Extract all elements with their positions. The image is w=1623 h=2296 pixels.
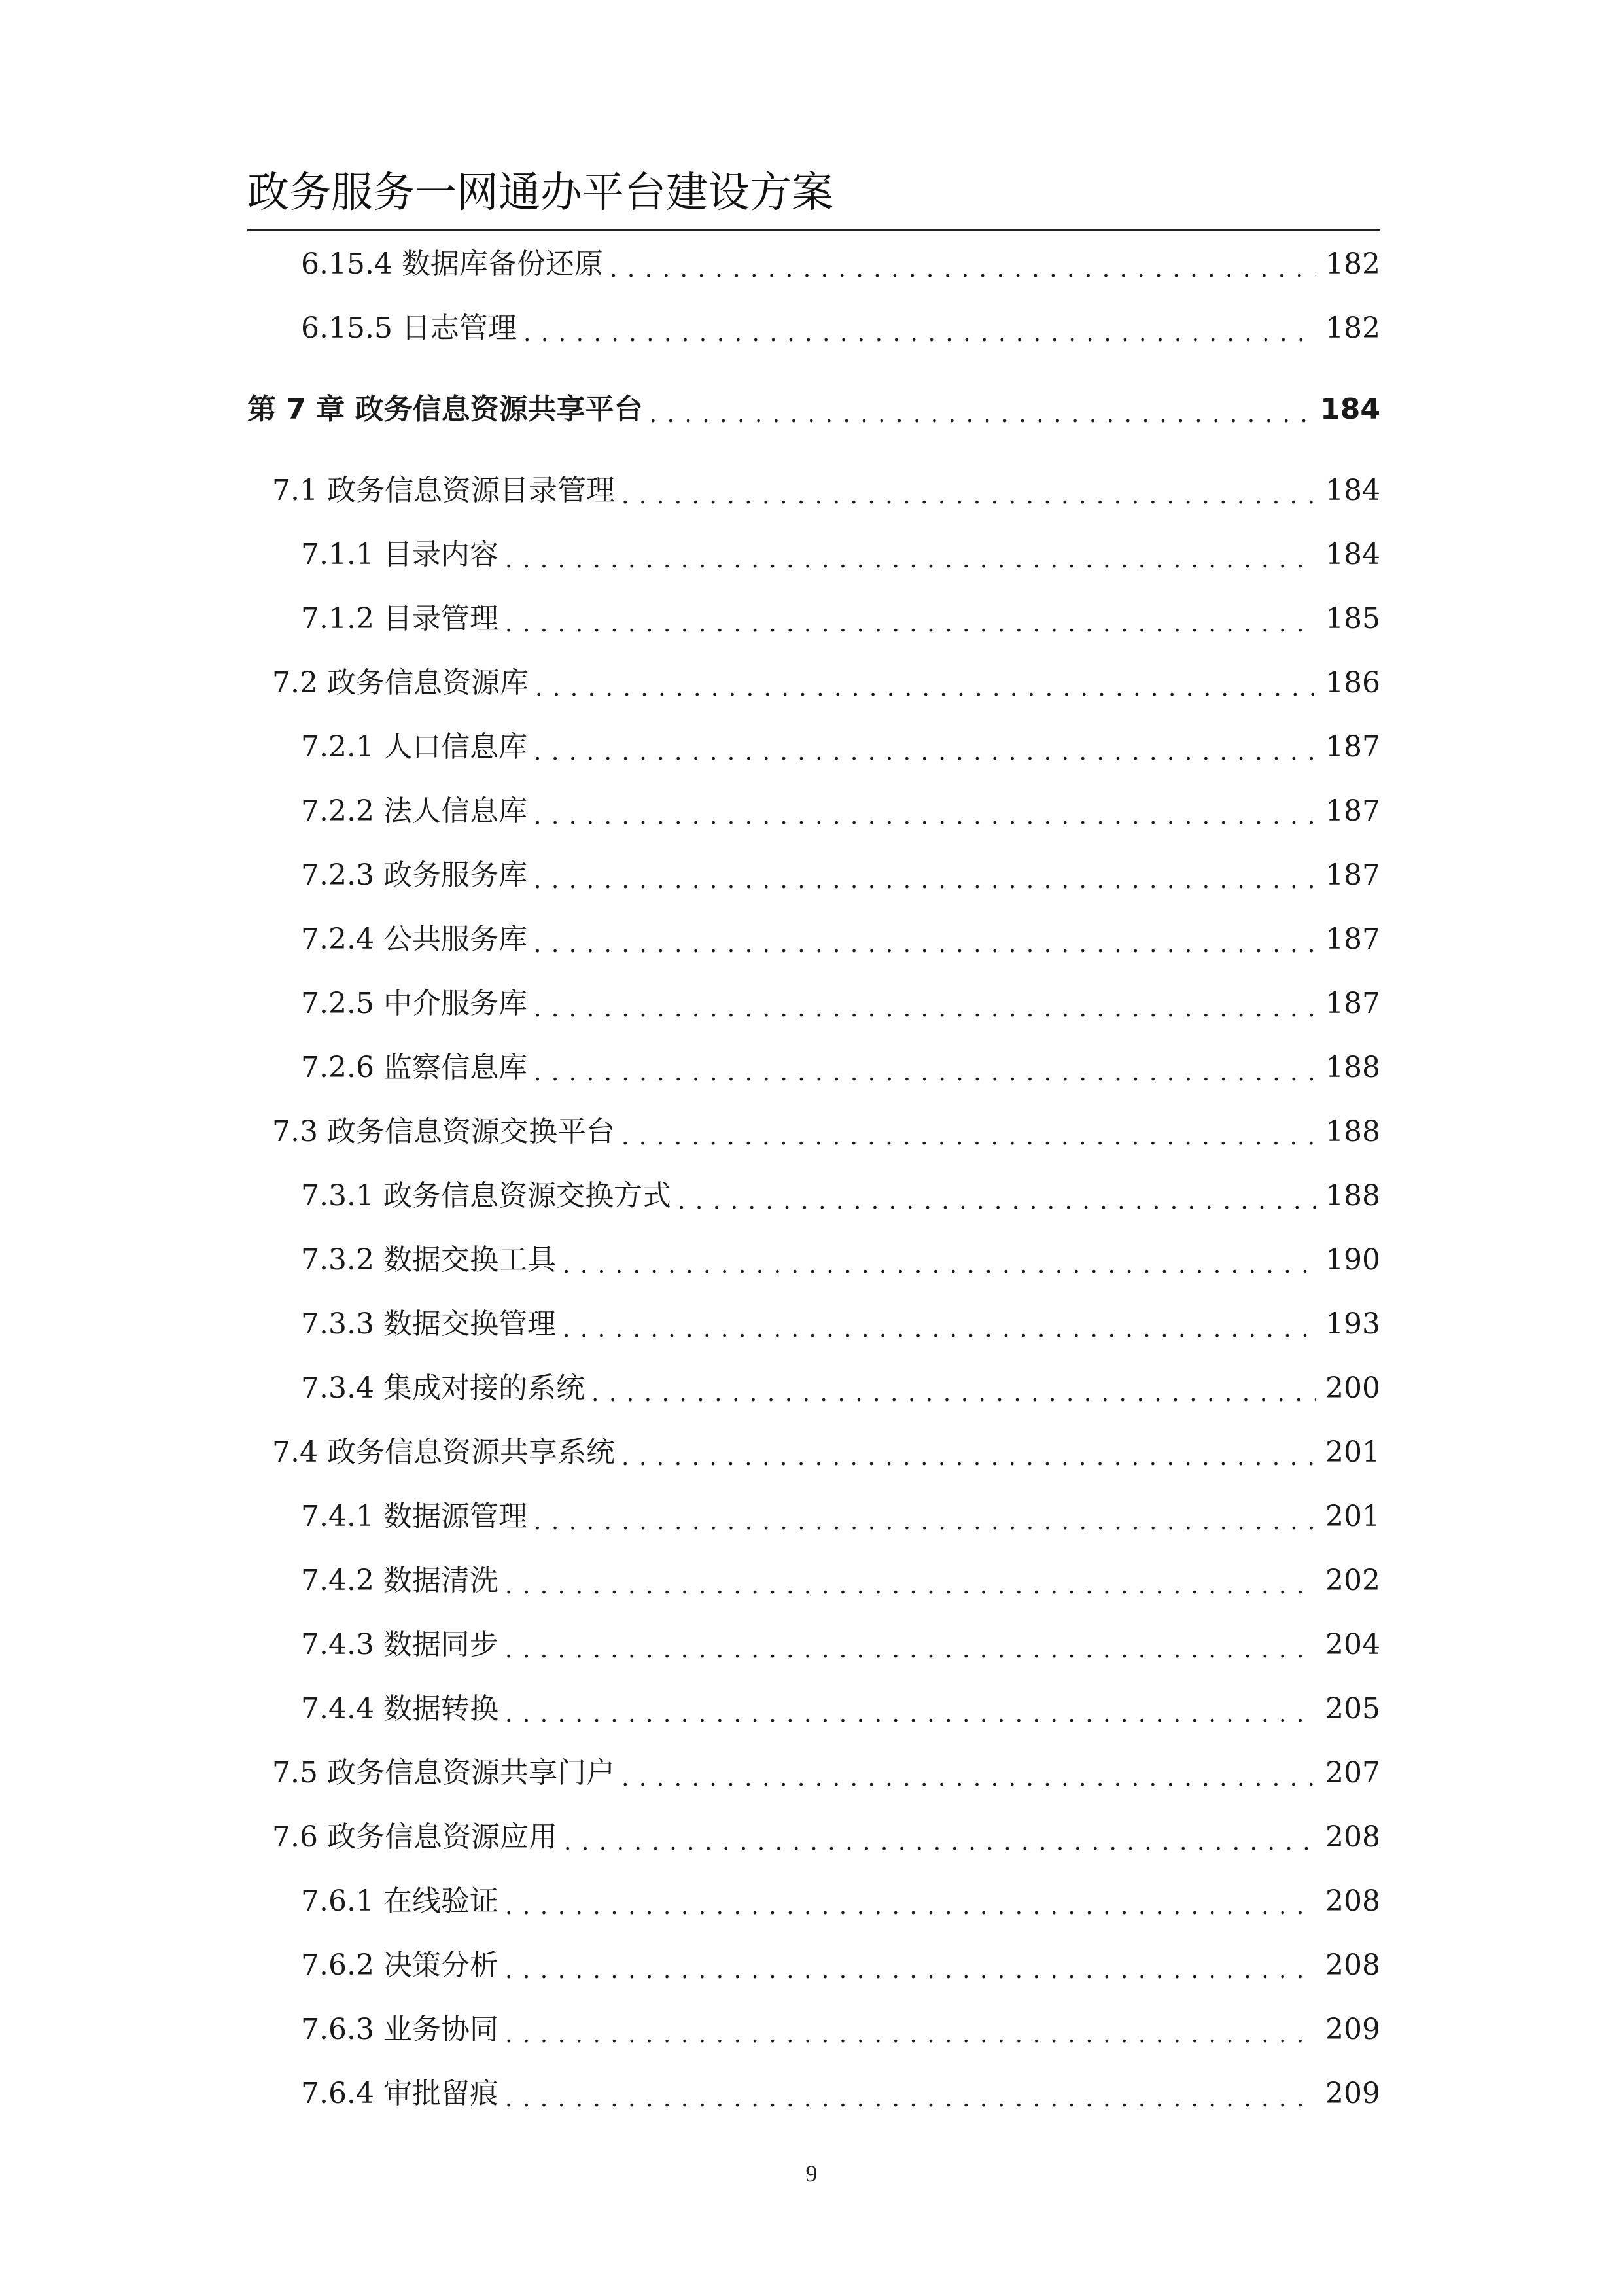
toc-entry-page: 208: [1325, 1949, 1380, 1982]
toc-entry[interactable]: [247, 1421, 1380, 1485]
toc-entry-page: 188: [1325, 1115, 1380, 1148]
toc-entry-page: 187: [1325, 730, 1380, 764]
toc-entry-label: 6.15.5 日志管理: [301, 311, 517, 345]
toc-dot-leader: [534, 1059, 1316, 1087]
toc-entry[interactable]: [247, 1100, 1380, 1164]
toc-entry-label: 7.2.4 公共服务库: [301, 923, 527, 956]
toc-entry-label: 7.3.4 集成对接的系统: [301, 1371, 585, 1405]
toc-entry-label: 7.1 政务信息资源目录管理: [272, 474, 615, 507]
toc-entry-label: 7.2.6 监察信息库: [301, 1051, 527, 1084]
toc-entry-page: 202: [1325, 1564, 1380, 1597]
toc-entry[interactable]: [247, 459, 1380, 523]
toc-entry-page: 187: [1325, 987, 1380, 1020]
toc-entry-page: 184: [1325, 538, 1380, 571]
toc-entry-label: 7.6.1 在线验证: [301, 1884, 498, 1918]
toc-dot-leader: [505, 1956, 1316, 1985]
toc-dot-leader: [621, 1123, 1316, 1152]
toc-entry-label: 7.4.3 数据同步: [301, 1628, 498, 1661]
toc-entry-page: 187: [1325, 858, 1380, 892]
toc-entry[interactable]: [247, 972, 1380, 1036]
toc-entry-page: 184: [1325, 474, 1380, 507]
toc-entry-label: 7.2.1 人口信息库: [301, 730, 527, 764]
toc-entry-page: 187: [1325, 923, 1380, 956]
toc-entry[interactable]: [247, 1869, 1380, 1934]
toc-dot-leader: [505, 1636, 1316, 1665]
toc-entry[interactable]: [247, 1741, 1380, 1805]
toc-chapter-entry[interactable]: [247, 361, 1380, 459]
toc-dot-leader: [621, 1443, 1316, 1472]
toc-entry[interactable]: [247, 523, 1380, 587]
toc-entry-page: 209: [1325, 2013, 1380, 2046]
toc-entry[interactable]: [247, 2062, 1380, 2126]
toc-entry-label: 7.3 政务信息资源交换平台: [272, 1115, 615, 1148]
toc-entry-label: 7.6.3 业务协同: [301, 2013, 498, 2046]
toc-entry-page: 208: [1325, 1820, 1380, 1854]
toc-dot-leader: [534, 1508, 1316, 1536]
page-number: 9: [805, 2161, 818, 2187]
toc-entry-label: 7.4.1 数据源管理: [301, 1500, 527, 1533]
toc-entry[interactable]: [247, 1292, 1380, 1356]
toc-entry[interactable]: [247, 651, 1380, 715]
toc-entry[interactable]: [247, 843, 1380, 908]
toc-dot-leader: [534, 866, 1316, 895]
toc-entry-page: 187: [1325, 794, 1380, 828]
toc-entry-label: 6.15.4 数据库备份还原: [301, 247, 603, 281]
toc-entry-page: 201: [1325, 1500, 1380, 1533]
toc-entry-page: 188: [1325, 1179, 1380, 1212]
toc-entry-page: 182: [1325, 247, 1380, 281]
toc-entry[interactable]: [247, 1228, 1380, 1292]
toc-entry-page: 207: [1325, 1756, 1380, 1790]
toc-entry-page: 184: [1320, 393, 1380, 426]
toc-entry-page: 182: [1325, 311, 1380, 345]
toc-entry[interactable]: [247, 1677, 1380, 1741]
toc-entry-label: 7.4.2 数据清洗: [301, 1564, 498, 1597]
toc-entry[interactable]: [247, 1805, 1380, 1869]
toc-entry-label: 7.3.1 政务信息资源交换方式: [301, 1179, 671, 1212]
toc-dot-leader: [534, 802, 1316, 831]
toc-dot-leader: [505, 1572, 1316, 1600]
document-header-title: 政务服务一网通办平台建设方案: [247, 169, 833, 217]
toc-entry-page: 201: [1325, 1436, 1380, 1469]
toc-dot-leader: [505, 2085, 1316, 2113]
toc-dot-leader: [563, 1251, 1316, 1280]
toc-dot-leader: [505, 610, 1316, 639]
toc-dot-leader: [650, 400, 1312, 429]
toc-entry-page: 209: [1325, 2077, 1380, 2110]
toc-entry-label: 7.6.4 审批留痕: [301, 2077, 498, 2110]
toc-entry-label: 7.5 政务信息资源共享门户: [272, 1756, 615, 1790]
toc-dot-leader: [621, 1764, 1316, 1793]
toc-dot-leader: [621, 482, 1316, 510]
toc-dot-leader: [610, 255, 1316, 284]
toc-dot-leader: [523, 319, 1316, 348]
toc-entry[interactable]: [247, 1613, 1380, 1677]
toc-entry-label: 7.6.2 决策分析: [301, 1949, 498, 1982]
toc-entry-page: 204: [1325, 1628, 1380, 1661]
toc-entry[interactable]: [247, 1164, 1380, 1228]
toc-dot-leader: [591, 1379, 1316, 1408]
toc-entry[interactable]: [247, 1549, 1380, 1613]
toc-entry-label: 7.4 政务信息资源共享系统: [272, 1436, 615, 1469]
toc-entry[interactable]: [247, 779, 1380, 843]
toc-entry[interactable]: [247, 1356, 1380, 1421]
toc-dot-leader: [505, 1700, 1316, 1729]
toc-entry-label: 7.2 政务信息资源库: [272, 666, 529, 699]
toc-dot-leader: [505, 2021, 1316, 2049]
toc-dot-leader: [534, 930, 1316, 959]
toc-entry-page: 188: [1325, 1051, 1380, 1084]
toc-entry[interactable]: [247, 715, 1380, 779]
toc-dot-leader: [505, 546, 1316, 574]
toc-entry-page: 186: [1325, 666, 1380, 699]
table-of-contents: [247, 232, 1380, 2126]
toc-entry-label: 7.2.5 中介服务库: [301, 987, 527, 1020]
toc-entry[interactable]: [247, 296, 1380, 361]
toc-entry-label: 7.3.3 数据交换管理: [301, 1307, 556, 1341]
toc-entry-label: 7.4.4 数据转换: [301, 1692, 498, 1725]
toc-dot-leader: [505, 1892, 1316, 1921]
toc-entry-page: 190: [1325, 1243, 1380, 1277]
toc-entry-label: 7.6 政务信息资源应用: [272, 1820, 557, 1854]
toc-entry[interactable]: [247, 1934, 1380, 1998]
toc-entry-label: 7.3.2 数据交换工具: [301, 1243, 556, 1277]
toc-entry[interactable]: [247, 1998, 1380, 2062]
toc-dot-leader: [563, 1315, 1316, 1344]
toc-entry-page: 185: [1325, 602, 1380, 635]
toc-entry[interactable]: [247, 1485, 1380, 1549]
toc-entry-label: 7.2.3 政务服务库: [301, 858, 527, 892]
toc-entry[interactable]: [247, 1036, 1380, 1100]
toc-entry-label: 第 7 章 政务信息资源共享平台: [247, 393, 643, 426]
toc-entry[interactable]: [247, 232, 1380, 296]
toc-dot-leader: [678, 1187, 1316, 1216]
toc-entry-label: 7.1.2 目录管理: [301, 602, 498, 635]
toc-entry-label: 7.1.1 目录内容: [301, 538, 498, 571]
toc-dot-leader: [535, 674, 1316, 703]
toc-entry-page: 208: [1325, 1884, 1380, 1918]
toc-entry-page: 200: [1325, 1371, 1380, 1405]
toc-entry[interactable]: [247, 908, 1380, 972]
toc-dot-leader: [534, 995, 1316, 1023]
toc-entry-page: 205: [1325, 1692, 1380, 1725]
toc-entry-label: 7.2.2 法人信息库: [301, 794, 527, 828]
toc-dot-leader: [564, 1828, 1316, 1857]
header-divider: [247, 229, 1380, 231]
toc-entry[interactable]: [247, 587, 1380, 651]
toc-entry-page: 193: [1325, 1307, 1380, 1341]
toc-dot-leader: [534, 738, 1316, 767]
